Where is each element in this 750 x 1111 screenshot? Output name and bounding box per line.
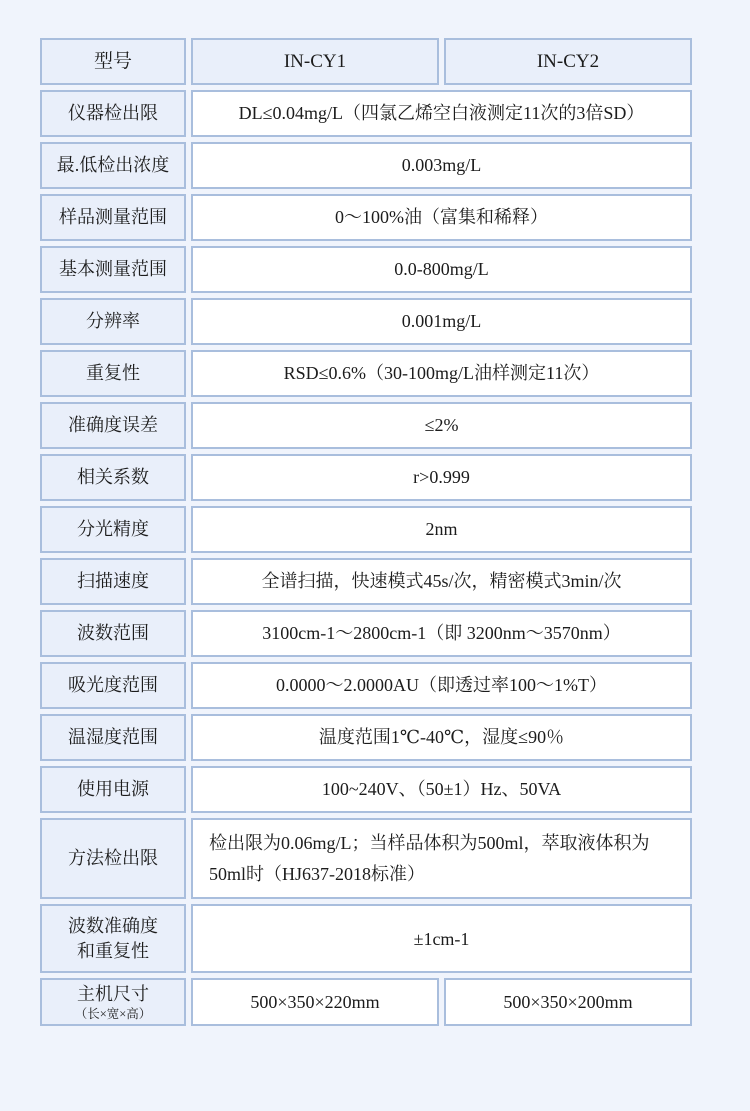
spec-label-line2: 和重复性 <box>77 940 149 961</box>
table-row-temp-humidity <box>40 714 692 761</box>
table-row-detection-limit <box>40 90 692 137</box>
spec-label-cell: 分辨率 <box>40 298 186 345</box>
table-row-sample-range <box>40 194 692 241</box>
spec-label-cell: 型号 <box>40 38 186 85</box>
spec-label-cell: 最.低检出浓度 <box>40 142 186 189</box>
spec-label-cell: 相关系数 <box>40 454 186 501</box>
spec-label-cell: 分光精度 <box>40 506 186 553</box>
spec-value-cell: 0.003mg/L <box>191 142 692 189</box>
table-row-dimensions <box>40 978 692 1026</box>
spec-value-cell: 0.0-800mg/L <box>191 246 692 293</box>
spec-label-cell: 准确度误差 <box>40 402 186 449</box>
dimensions-label: 主机尺寸 <box>77 984 149 1005</box>
spec-value-cell: 0.001mg/L <box>191 298 692 345</box>
table-row-wavenumber-accuracy <box>40 904 692 973</box>
spec-label-cell: 温湿度范围 <box>40 714 186 761</box>
spec-value-cell: 100~240V、（50±1）Hz、50VA <box>191 766 692 813</box>
table-row-absorbance-range <box>40 662 692 709</box>
spec-value-cell: 全谱扫描，快速模式45s/次，精密模式3min/次 <box>191 558 692 605</box>
table-row-basic-range <box>40 246 692 293</box>
table-row-repeatability <box>40 350 692 397</box>
table-row-resolution <box>40 298 692 345</box>
spec-label-cell: 样品测量范围 <box>40 194 186 241</box>
spec-label-cell: 仪器检出限 <box>40 90 186 137</box>
spec-value-cell: 2nm <box>191 506 692 553</box>
spec-label-cell <box>40 978 186 1026</box>
spec-value-cell: 0～100%油（富集和稀释） <box>191 194 692 241</box>
spec-label-cell: 基本测量范围 <box>40 246 186 293</box>
dimensions-value-model2: 500×350×200mm <box>444 978 692 1026</box>
spec-label-cell: 波数范围 <box>40 610 186 657</box>
model-2-cell: IN-CY2 <box>444 38 692 85</box>
spec-value-cell: 检出限为0.06mg/L；当样品体积为500ml，萃取液体积为50ml时（HJ637-2018标准） <box>191 818 692 899</box>
table-row-accuracy-error <box>40 402 692 449</box>
table-row-scan-speed <box>40 558 692 605</box>
table-row-correlation <box>40 454 692 501</box>
spec-label-cell: 扫描速度 <box>40 558 186 605</box>
spec-table <box>40 38 692 1026</box>
spec-label-cell: 吸光度范围 <box>40 662 186 709</box>
spec-label-cell: 方法检出限 <box>40 818 186 899</box>
spec-label-cell: 重复性 <box>40 350 186 397</box>
spec-value-cell: r>0.999 <box>191 454 692 501</box>
spec-label-line1: 波数准确度 <box>68 916 158 937</box>
model-1-cell: IN-CY1 <box>191 38 439 85</box>
spec-value-cell: RSD≤0.6%（30-100mg/L油样测定11次） <box>191 350 692 397</box>
spec-value-cell: 0.0000～2.0000AU（即透过率100～1%T） <box>191 662 692 709</box>
table-row-spectral-precision <box>40 506 692 553</box>
spec-value-cell: 3100cm-1～2800cm-1（即 3200nm～3570nm） <box>191 610 692 657</box>
table-row-wavenumber-range <box>40 610 692 657</box>
table-row-power-supply <box>40 766 692 813</box>
dimensions-value-model1: 500×350×220mm <box>191 978 439 1026</box>
spec-value-cell: 温度范围1℃-40℃，湿度≤90％ <box>191 714 692 761</box>
spec-value-cell: ≤2% <box>191 402 692 449</box>
spec-value-cell: ±1cm-1 <box>191 904 692 973</box>
table-row-min-concentration <box>40 142 692 189</box>
spec-label-cell <box>40 904 186 973</box>
spec-value-cell: DL≤0.04mg/L（四氯乙烯空白液测定11次的3倍SD） <box>191 90 692 137</box>
spec-label-cell: 使用电源 <box>40 766 186 813</box>
dimensions-sublabel: （长×宽×高） <box>74 1007 152 1022</box>
table-row-model <box>40 38 692 85</box>
table-row-method-detection-limit <box>40 818 692 899</box>
